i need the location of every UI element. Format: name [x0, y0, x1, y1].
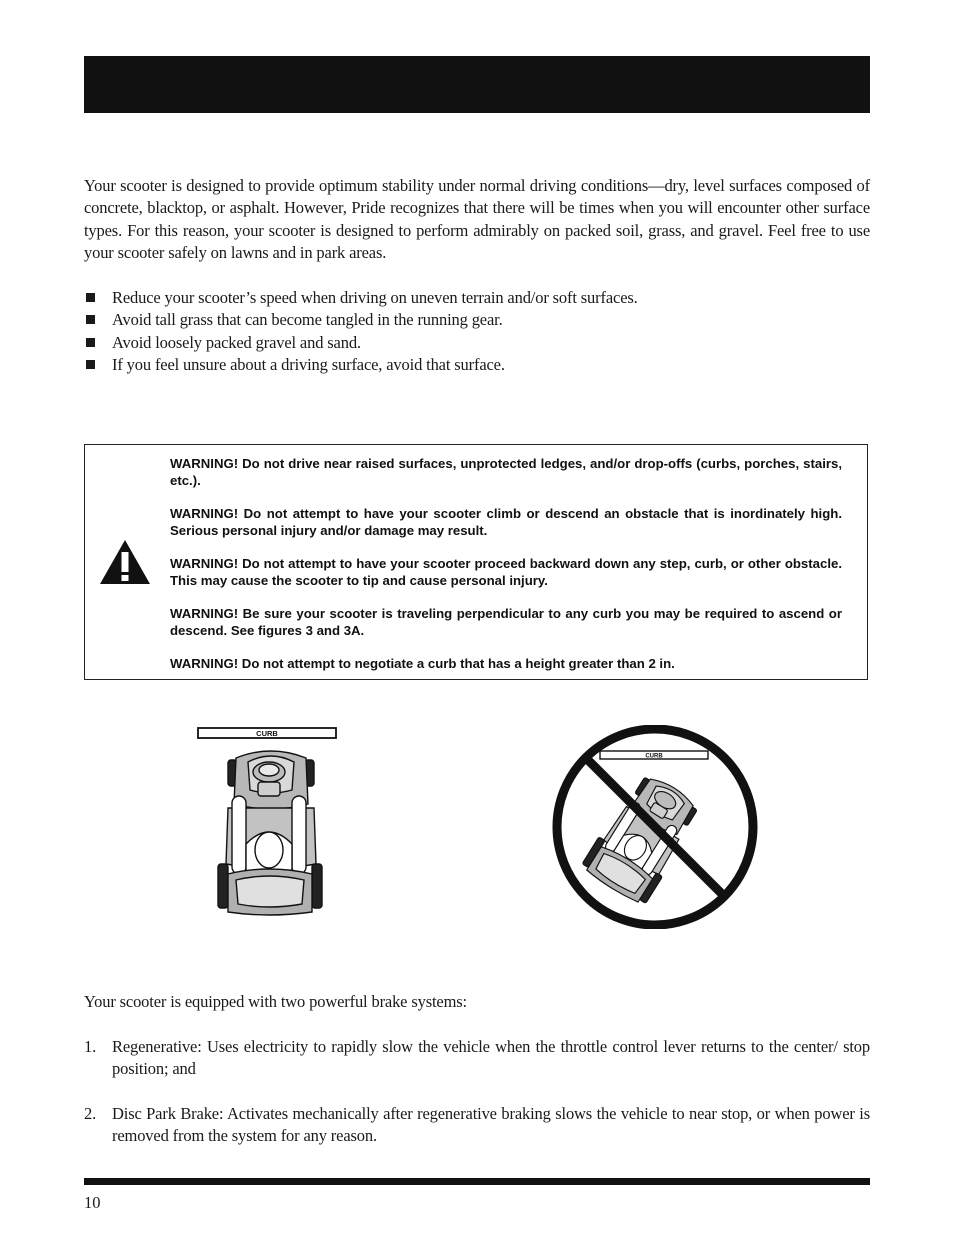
bullet-square-icon — [86, 293, 95, 302]
figure-perpendicular-approach — [196, 724, 340, 920]
list-item: If you feel unsure about a driving surface, avoid that surface. — [84, 354, 870, 376]
curb-label: CURB — [645, 753, 663, 760]
brake-list — [84, 1103, 870, 1148]
list-item: 1. Regenerative: Uses electricity to rapidly slow the vehicle when the throttle control lever returns to the center/ stop position; and — [84, 1037, 870, 1079]
footer-rule — [84, 1178, 870, 1185]
warning-item: WARNING! Do not attempt to negotiate a curb that has a height greater than 2 in. — [170, 656, 675, 671]
bullet-square-icon — [86, 360, 95, 369]
brake-list — [84, 1036, 870, 1081]
bullet-square-icon — [86, 315, 95, 324]
brakes-intro: Your scooter is equipped with two powerful brake systems: — [84, 992, 467, 1011]
list-item: 2. Disc Park Brake: Activates mechanically after regenerative braking slows the vehicle to near stop, or when power is removed from the system for any reason. — [84, 1104, 870, 1146]
list-item: Avoid tall grass that can become tangled in the running gear. — [84, 309, 870, 331]
warning-item: WARNING! Do not attempt to have your scooter proceed backward down any step, curb, or other obstacle. This may cause the scooter to tip and cause personal injury. — [170, 556, 842, 588]
page-number: 10 — [84, 1193, 101, 1212]
exclamation-triangle-icon — [99, 539, 151, 585]
list-item: Reduce your scooter’s speed when driving on uneven terrain and/or soft surfaces. — [84, 287, 870, 309]
curb-label: CURB — [256, 729, 278, 738]
scooter-top-view-icon — [218, 751, 322, 915]
warning-text — [170, 455, 842, 672]
list-number: 1. — [84, 1037, 97, 1056]
warning-item: WARNING! Do not attempt to have your scooter climb or descend an obstacle that is inordinately high. Serious personal injury and/or damage may result. — [170, 506, 842, 538]
header-bar — [84, 56, 870, 113]
figure-angled-approach — [550, 725, 760, 929]
warning-box — [84, 444, 868, 680]
list-item: Avoid loosely packed gravel and sand. — [84, 332, 870, 354]
warning-item: WARNING! Do not drive near raised surfaces, unprotected ledges, and/or drop-offs (curbs, porches, stairs, etc.). — [170, 456, 842, 488]
list-number: 2. — [84, 1104, 97, 1123]
surface-tips-list — [84, 287, 870, 377]
bullet-square-icon — [86, 338, 95, 347]
intro-paragraph: Your scooter is designed to provide optimum stability under normal driving conditions—dry, level surfaces composed of concrete, blacktop, or asphalt. However, Pride recognizes that there will be times when you will encounter other surface types. For this reason, your scooter is designed to perform admirably on packed soil, grass, and gravel. Feel free to use your scooter safely on lawns and in park areas. — [84, 176, 870, 263]
warning-item: WARNING! Be sure your scooter is traveling perpendicular to any curb you may be required to ascend or descend. See figures 3 and 3A. — [170, 606, 842, 638]
